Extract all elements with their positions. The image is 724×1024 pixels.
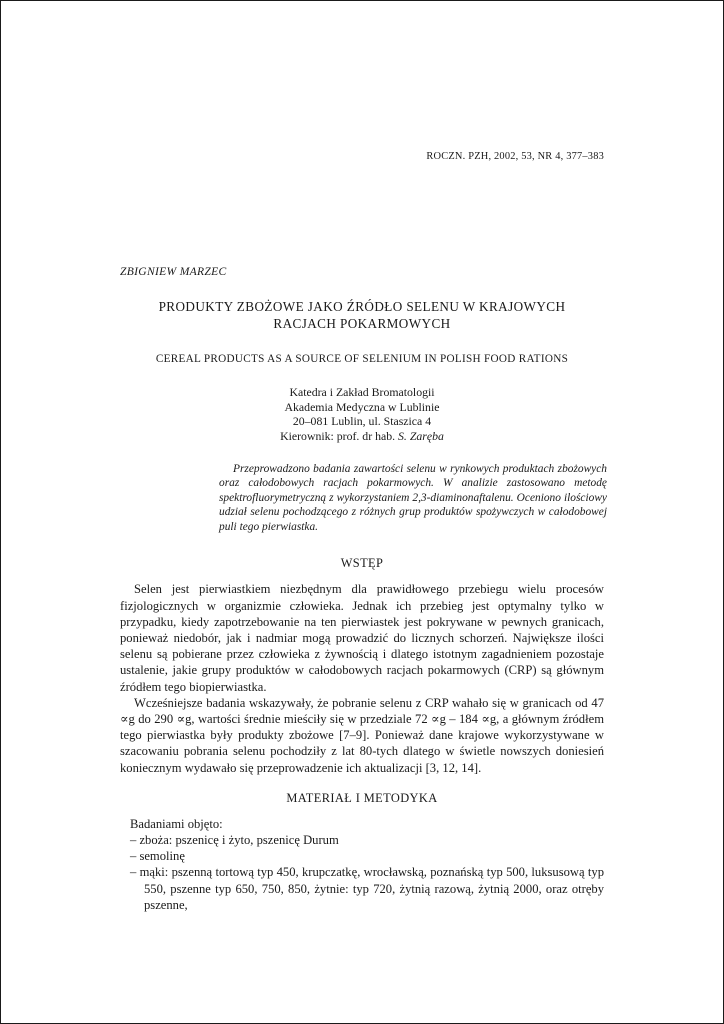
material-list [120,832,604,913]
wstep-paragraph-2: Wcześniejsze badania wskazywały, że pobranie selenu z CRP wahało się w granicach od 47 ∝g do 290 ∝g, wartości średnie mieściły się w przedziale 72 ∝g – 184 ∝g, a głównym źródłem tego pierwiastka były produkty zbożowe [7–9]. Ponieważ dane krajowe wykorzystywane w szacowaniu pobrania selenu pochodziły z lat 80-tych dlatego w świetle nowszych doniesień koniecznym wydawało się przeprowadzenie ich aktualizacji [3, 12, 14]. [120,695,604,775]
wstep-paragraph-1: Selen jest pierwiastkiem niezbędnym dla prawidłowego przebiegu wielu procesów fizjologicznych w organizmie człowieka. Jednak ich przebieg jest optymalny tylko w przypadku, kiedy zapotrzebowanie na ten pierwiastek jest pokrywane w pewnych granicach, ponieważ niedobór, jak i nadmiar mogą prowadzić do licznych schorzeń. Największe ilości selenu są pobierane przez człowieka z żywnością i dlatego istotnym zagadnieniem pozostaje ustalenie, jakie grupy produktów w całodobowych racjach pokarmowych (CRP) są głównym źródłem tego biopierwiastka. [120,582,604,694]
affiliation-address: 20–081 Lublin, ul. Staszica 4 [292,414,432,429]
author-name: ZBIGNIEW MARZEC [120,265,227,278]
list-item-semolina: – semolinę [130,849,185,864]
paper-title [120,298,604,332]
section-heading-wstep: WSTĘP [340,556,384,571]
paper-title-line2: RACJACH POKARMOWYCH [273,316,451,331]
paper-title-line1: PRODUKTY ZBOŻOWE JAKO ŹRÓDŁO SELENU W KRAJOWYCH [158,299,566,314]
list-item-cereals: – zboża: pszenicę i żyto, pszenicę Durum [130,832,339,847]
material-list-intro: Badaniami objęto: [130,816,223,831]
affiliation-head-name: S. Zaręba [398,429,444,444]
affiliation-institution: Akademia Medyczna w Lublinie [284,399,440,414]
list-item-flours: – mąki: pszenną tortową typ 450, krupczatkę, wrocławską, poznańską typ 500, luksusową typ 550, pszenne typ 650, 750, 850, żytnie: typ 720, żytnią razową, żytnią 2000, oraz otręby pszenne, [130,865,604,912]
journal-reference: ROCZN. PZH, 2002, 53, NR 4, 377–383 [426,151,604,162]
affiliation-head-label: Kierownik: prof. dr hab. [280,429,399,444]
affiliation-block [120,385,604,444]
affiliation-head [120,429,604,444]
paper-title-english: CEREAL PRODUCTS AS A SOURCE OF SELENIUM IN POLISH FOOD RATIONS [155,353,569,365]
section-heading-material: MATERIAŁ I METODYKA [286,790,438,805]
affiliation-department: Katedra i Zakład Bromatologii [289,385,435,399]
abstract-text: Przeprowadzono badania zawartości selenu w rynkowych produktach zbożowych oraz całodobowych racjach pokarmowych. W analizie zastosowano metodę spektrofluorymetryczną z wykorzystaniem 2,3-diaminonaftalenu. Oceniono ilościowy udział selenu pochodzącego z różnych grup produktów spożywczych w całodobowej puli tego pierwiastka. [219,462,607,533]
